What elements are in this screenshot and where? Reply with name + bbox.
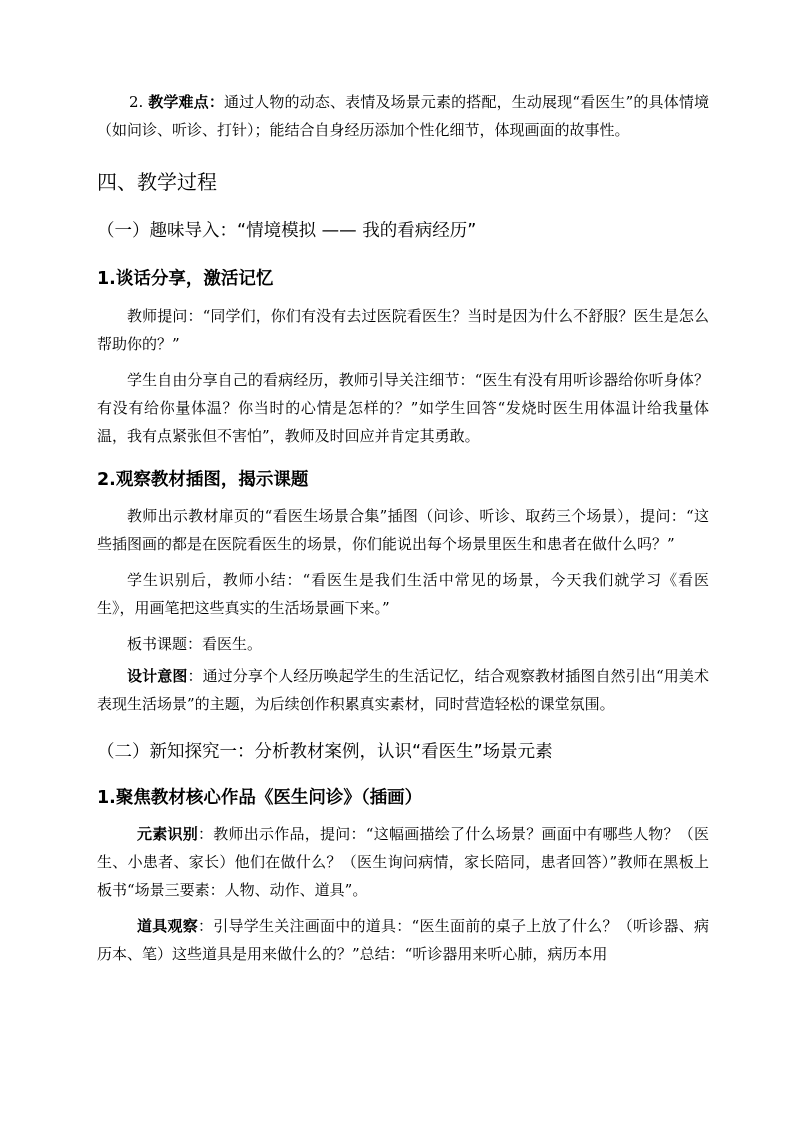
difficulty-paragraph [97,88,709,144]
step-2-paragraph-2: 学生识别后，教师小结：“看医生是我们生活中常见的场景，今天我们就学习《看医生》，用画笔把这些真实的生活场景画下来。” [97,571,709,617]
step-3-title: 1.聚焦教材核心作品《医生问诊》（插画） [97,788,423,808]
step-1-paragraph-2: 学生自由分享自己的看病经历，教师引导关注细节：“医生有没有用听诊器给你听身体？有没有给你量体温？你当时的心情是怎样的？”如学生回答“发烧时医生用体温计给我量体温，我有点紧张但不害怕”，教师及时回应并肯定其勇敢。 [97,371,709,445]
element-identification-label: 元素识别 [137,825,199,843]
part-1-title: （一）趣味导入：“情境模拟 —— 我的看病经历” [97,221,477,241]
element-identification-text: ：教师出示作品，提问：“这幅画描绘了什么场景？画面中有哪些人物？（医生、小患者、家长）他们在做什么？（医生询问病情，家长陪同，患者回答）”教师在黑板上板书“场景三要素：人物、动作、道具”。 [97,825,709,899]
props-observation-label: 道具观察 [137,917,199,935]
difficulty-label: 教学难点： [148,93,224,111]
element-identification-paragraph [97,820,709,904]
section-4-title: 四、教学过程 [97,170,217,194]
props-observation-paragraph [97,912,709,968]
design-intent-text: ：通过分享个人经历唤起学生的生活记忆，结合观察教材插图自然引出“用美术表现生活场景”的主题，为后续创作积累真实素材，同时营造轻松的课堂氛围。 [97,667,709,713]
step-1-title: 1.谈话分享，激活记忆 [97,269,274,289]
document-page [97,88,709,968]
step-2-paragraph-1: 教师出示教材扉页的“看医生场景合集”插图（问诊、听诊、取药三个场景），提问：“这些插图画的都是在医院看医生的场景，你们能说出每个场景里医生和患者在做什么吗？” [97,507,709,553]
design-intent-label: 设计意图 [127,667,188,685]
design-intent-paragraph [97,662,709,718]
difficulty-number: 2. [129,93,149,111]
difficulty-text: 通过人物的动态、表情及场景元素的搭配，生动展现“看医生”的具体情境（如问诊、听诊、打针）；能结合自身经历添加个性化细节，体现画面的故事性。 [97,93,709,139]
step-2-title: 2.观察教材插图，揭示课题 [97,470,309,490]
props-observation-text: ：引导学生关注画面中的道具：“医生面前的桌子上放了什么？（听诊器、病历本、笔）这些道具是用来做什么的？”总结：“听诊器用来听心肺，病历本用 [97,917,709,963]
part-2-title: （二）新知探究一：分析教材案例，认识“看医生”场景元素 [97,742,553,762]
step-2-paragraph-3: 板书课题：看医生。 [127,635,263,653]
step-1-paragraph-1: 教师提问：“同学们，你们有没有去过医院看医生？当时是因为什么不舒服？医生是怎么帮助你的？” [97,307,709,353]
